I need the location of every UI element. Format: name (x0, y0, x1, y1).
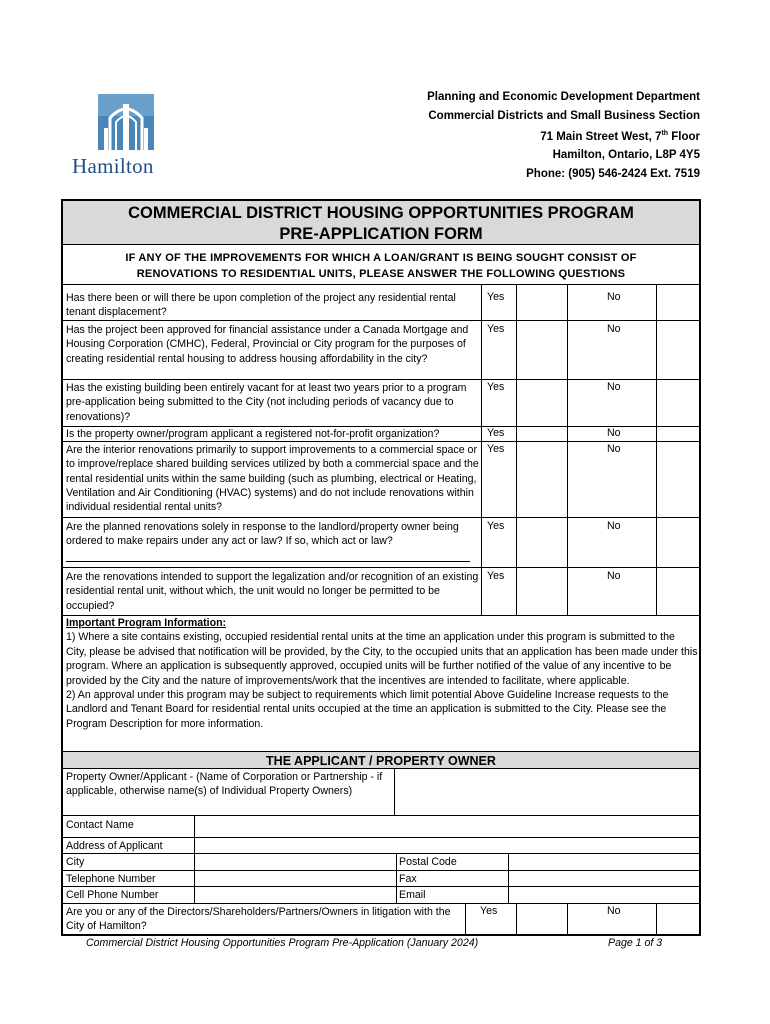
question-ordered-repairs: Are the planned renovations solely in response to the landlord/property owner being ordered to make repairs under any act or law? If so, which act or law? (66, 521, 459, 548)
owner-label: Property Owner/Applicant - (Name of Corporation or Partnership - if applicable, otherwise name(s) of Individual Property Owners) (66, 771, 383, 797)
q7-no-option[interactable]: No (607, 570, 621, 582)
instruction-line2: RENOVATIONS TO RESIDENTIAL UNITS, PLEASE ANSWER THE FOLLOWING QUESTIONS (136, 268, 626, 280)
department-address (427, 88, 700, 183)
q6-yes-option[interactable]: Yes (487, 520, 505, 532)
email-label: Email (399, 889, 426, 901)
instruction-line1: IF ANY OF THE IMPROVEMENTS FOR WHICH A LOAN/GRANT IS BEING SOUGHT CONSIST OF (125, 252, 637, 264)
q7-yes-option[interactable]: Yes (487, 570, 505, 582)
q2-no-option[interactable]: No (607, 323, 621, 335)
footer-program-title: Commercial District Housing Opportunities Program Pre-Application (January 2024) (86, 937, 479, 949)
question-legalization: Are the renovations intended to support the legalization and/or recognition of an existing residential rental unit, without which, the unit would no longer be permitted to be occupied? (66, 571, 479, 612)
street-address: 71 Main Street West, 7th Floor (540, 130, 700, 143)
q5-no-option[interactable]: No (607, 443, 621, 455)
form-instruction (63, 245, 699, 285)
owner-name-field[interactable] (395, 770, 699, 815)
applicant-section-title: THE APPLICANT / PROPERTY OWNER (63, 751, 699, 769)
program-information (66, 616, 698, 731)
footer-page-number: Page 1 of 3 (608, 937, 663, 949)
q1-no-option[interactable]: No (607, 291, 621, 303)
litigation-no-option[interactable]: No (607, 905, 621, 917)
q6-no-option[interactable]: No (607, 520, 621, 532)
question-cmhc: Has the project been approved for financial assistance under a Canada Mortgage and Housing Corporation (CMHC), Federal, Provincial or City program for the purposes of creating residential rental housing to address housing affordability in the city? (66, 324, 469, 365)
telephone-label: Telephone Number (66, 873, 156, 885)
phone: Phone: (905) 546-2424 Ext. 7519 (526, 167, 700, 180)
hamilton-logo-mark-icon (96, 94, 156, 154)
litigation-yes-option[interactable]: Yes (480, 905, 498, 917)
form-title-line2: PRE-APPLICATION FORM (279, 225, 483, 243)
form-title (63, 201, 699, 245)
question-nonprofit: Is the property owner/program applicant a registered not-for-profit organization? (66, 428, 440, 440)
q2-yes-option[interactable]: Yes (487, 323, 505, 335)
q4-yes-option[interactable]: Yes (487, 427, 505, 439)
city-postal: Hamilton, Ontario, L8P 4Y5 (552, 149, 700, 162)
section-name: Commercial Districts and Small Business Section (428, 109, 700, 122)
city-field[interactable] (195, 854, 396, 870)
logo-wordmark: Hamilton (72, 154, 154, 178)
program-information-p2: 2) An approval under this program may be subject to requirements which limit potential Above Guideline Increase requests to the Landlord and Tenant Board for residential rental units occupied at the time an application is submitted to the City. Please see the Program Description for more information. (66, 689, 669, 730)
q3-yes-option[interactable]: Yes (487, 381, 505, 393)
hamilton-logo (68, 92, 168, 184)
q1-yes-option[interactable]: Yes (487, 291, 505, 303)
q5-yes-option[interactable]: Yes (487, 443, 505, 455)
question-displacement: Has there been or will there be upon completion of the project any residential rental tenant displacement? (66, 292, 456, 319)
q3-no-option[interactable]: No (607, 381, 621, 393)
department-name: Planning and Economic Development Department (427, 91, 700, 103)
program-information-p1: 1) Where a site contains existing, occupied residential rental units at the time an application under this program is submitted to the City, please be advised that notification will be provided, by the City, to the occupied units that an application has been made under this program. Where an application is subsequently approved, occupied units will be further notified of the value of any incentive to be provided by the City and the nature of improvements/work that the incentives are intended to facilitate, where applicable. (66, 631, 698, 687)
address-label: Address of Applicant (66, 840, 163, 852)
cell-phone-field[interactable] (195, 887, 396, 903)
form-title-line1: COMMERCIAL DISTRICT HOUSING OPPORTUNITIES PROGRAM (128, 204, 634, 222)
question-vacant: Has the existing building been entirely vacant for at least two years prior to a program pre-application being submitted to the City (not including periods of vacancy due to renovations)? (66, 382, 467, 423)
cell-phone-label: Cell Phone Number (66, 889, 159, 901)
fax-label: Fax (399, 873, 417, 885)
question-interior-renovations: Are the interior renovations primarily to support improvements to a commercial space or to improve/replace shared building services utilized by both a commercial space and the rental residential units within the same building (such as plumbing, electrical or Heating, Ventilation and Air Conditioning (HVAC) systems) and do not include renovations within individual residential rental units? (66, 444, 479, 514)
litigation-question: Are you or any of the Directors/Shareholders/Partners/Owners in litigation with the City of Hamilton? (66, 906, 451, 932)
q4-no-option[interactable]: No (607, 427, 621, 439)
email-field[interactable] (509, 887, 699, 903)
contact-name-field[interactable] (195, 816, 699, 837)
postal-code-label: Postal Code (399, 856, 457, 868)
program-information-heading: Important Program Information: (66, 617, 227, 629)
address-field[interactable] (195, 838, 699, 853)
city-label: City (66, 856, 85, 868)
contact-name-label: Contact Name (66, 819, 134, 831)
postal-code-field[interactable] (509, 854, 699, 870)
telephone-field[interactable] (195, 871, 396, 886)
fax-field[interactable] (509, 871, 699, 886)
